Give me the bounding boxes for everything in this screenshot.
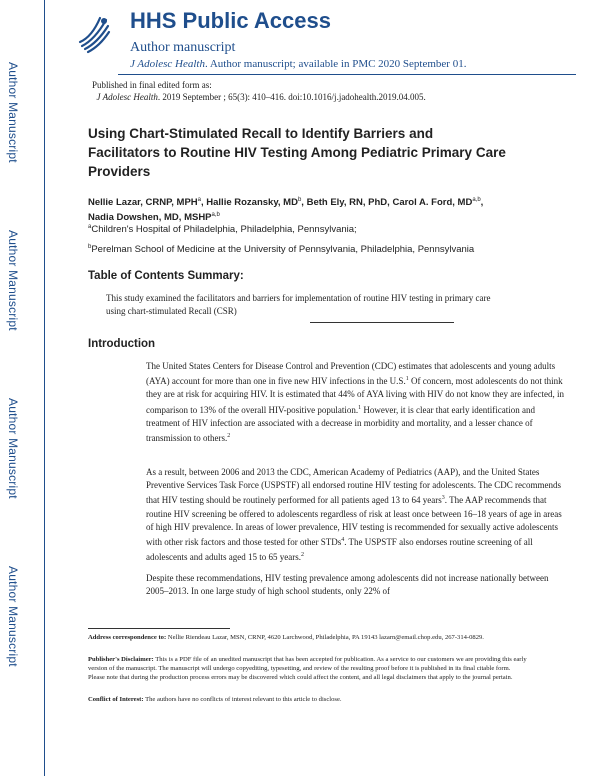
side-label-author-manuscript: Author Manuscript	[6, 62, 20, 163]
author: Beth Ely, RN, PhD,	[306, 197, 393, 209]
hhs-eagle-logo-icon	[76, 12, 112, 56]
side-label-author-manuscript: Author Manuscript	[6, 398, 20, 499]
intro-paragraph-1: The United States Centers for Disease Control and Prevention (CDC) estimates that adolescents and young adults (AYA) account for more than one in five new HIV infections in the U.S.$^1$ Of concern, most adolescents do not think they are at risk for acquiring HIV. It is estimated that 44% of AYA living with HIV do not know they are infected, in comparison to 13% of the overall HIV-positive population.$^1$ However, it is clear that early identification and treatment of HIV infection are associated with a decrease in morbidity and mortality, and a lesser chance of transmission to others.$^2$	[146, 361, 565, 444]
header-subtitle: Author manuscript	[130, 40, 236, 55]
author: Nellie Lazar, CRNP, MPH$^a$,	[88, 197, 207, 209]
footnote-publisher-disclaimer: Publisher's Disclaimer: This is a PDF file of an unedited manuscript that has been accepted for publication. As a service to our customers we are providing this early version of the manuscript. The manuscript will undergo copyediting, typesetting, and review of the resulting proof before it is published in its final citable form. Please note that during the production process errors may be discovered which could affect the content, and all legal disclaimers that apply to the journal pertain.	[88, 656, 527, 681]
toc-summary: This study examined the facilitators and barriers for implementation of routine HIV testing in primary care using chart-stimulated Recall (CSR)	[106, 293, 491, 316]
header-divider	[118, 74, 576, 75]
author: Hallie Rozansky, $MD^b$,	[206, 197, 307, 209]
intro-paragraph-2: As a result, between 2006 and 2013 the CDC, American Academy of Pediatrics (AAP), and the United States Preventive Services Task Force (USPSTF) all endorsed routine HIV testing for adolescents. The CDC recommends that HIV testing should be routinely performed for all patients aged 13 to 64 years$^3$. The AAP recommends that routine HIV screening be offered to adolescents regardless of risk at least once between 16–18 years of age in areas of high HIV prevalence. In areas of lower prevalence, HIV testing is recommended for sexually active adolescents with other risk factors and those tested for other STDs$^4$. The USPSTF also endorses routine screening of all adolescents and adults aged 15 to 65 years.$^2$	[146, 467, 562, 563]
footnote-divider	[88, 628, 230, 629]
header-availability: J Adolesc Health. Author manuscript; available in PMC 2020 September 01.	[130, 58, 467, 70]
introduction-heading: Introduction	[88, 338, 156, 350]
article-title: Using Chart-Stimulated Recall to Identify Barriers and Facilitators to Routine HIV Testing Among Pediatric Primary Care Providers	[88, 126, 506, 179]
left-rail-divider	[44, 0, 45, 776]
intro-paragraph-3: Despite these recommendations, HIV testing prevalence among adolescents did not increase nationally between 2005–2013. In one large study of high school students, only 22% of	[146, 573, 549, 597]
author: Nadia Dowshen, MD, MSHP$^{a,b}$	[88, 212, 220, 224]
author-list	[88, 194, 538, 224]
side-label-author-manuscript: Author Manuscript	[6, 566, 20, 667]
footnote-correspondence: Address correspondence to: Nellie Riendeau Lazar, MSN, CRNP, 4620 Larchwood, Philadelphia, PA 19143 lazarn@email.chop.edu, 267-314-0829.	[88, 634, 484, 641]
affiliation: $^a$Children's Hospital of Philadelphia, Philadelphia, Pennsylvania;	[88, 224, 357, 236]
affiliation: $^b$Perelman School of Medicine at the University of Pennsylvania, Philadelphia, Pennsylvania	[88, 244, 475, 256]
footnote-conflict-of-interest: Conflict of Interest: The authors have no conflicts of interest relevant to this article to disclose.	[88, 696, 342, 703]
header-title: HHS Public Access	[130, 8, 331, 33]
side-label-author-manuscript: Author Manuscript	[6, 230, 20, 331]
toc-divider	[310, 322, 454, 323]
published-in-label: Published in final edited form as:	[92, 80, 212, 90]
citation: J Adolesc Health. 2019 September ; 65(3): 410–416. doi:10.1016/j.jadohealth.2019.04.005.	[96, 92, 426, 102]
author: Carol A. Ford, MD$^{a,b}$,	[392, 197, 484, 209]
toc-heading: Table of Contents Summary:	[88, 270, 244, 282]
